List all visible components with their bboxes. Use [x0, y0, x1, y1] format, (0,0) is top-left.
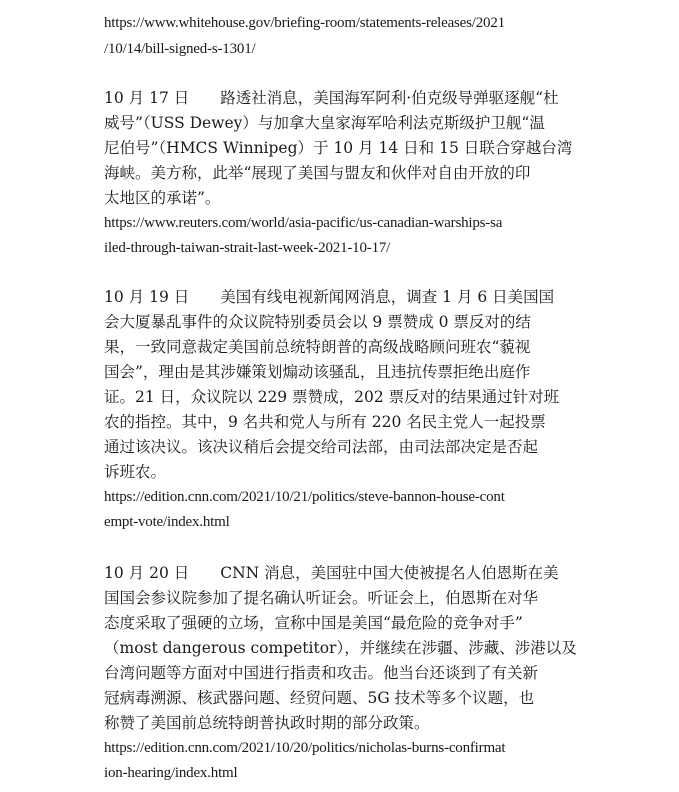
entry-oct19-text: 通过该决议。该决议稍后会提交给司法部，由司法部决定是否起 — [104, 438, 539, 456]
entry-oct17-text: 威号”（USS Dewey）与加拿大皇家海军哈利法克斯级护卫舰“温 — [104, 114, 545, 132]
entry-oct19-text: 国会”，理由是其涉嫌策划煽动该骚乱，且违抗传票拒绝出庭作 — [104, 363, 531, 381]
entry-oct20-text: 国国会参议院参加了提名确认听证会。听证会上，伯恩斯在对华 — [104, 589, 539, 607]
source-url[interactable]: iled-through-taiwan-strait-last-week-2021-10-17/ — [104, 240, 391, 256]
entry-oct19-text: 10 月 19 日 美国有线电视新闻网消息，调查 1 月 6 日美国国 — [104, 288, 555, 306]
source-url[interactable]: https://edition.cnn.com/2021/10/20/politics/nicholas-burns-confirmat — [104, 740, 506, 756]
entry-oct19-text: 会大厦暴乱事件的众议院特别委员会以 9 票赞成 0 票反对的结 — [104, 313, 531, 331]
entry-oct20-text: 冠病毒溯源、核武器问题、经贸问题、5G 技术等多个议题，也 — [104, 689, 535, 707]
entry-oct20-text: 称赞了美国前总统特朗普执政时期的部分政策。 — [104, 714, 430, 732]
entry-oct19-text: 证。21 日，众议院以 229 票赞成，202 票反对的结果通过针对班 — [104, 388, 560, 406]
source-url[interactable]: /10/14/bill-signed-s-1301/ — [104, 41, 256, 57]
source-url[interactable]: empt-vote/index.html — [104, 514, 230, 530]
entry-oct17-text: 10 月 17 日 路透社消息，美国海军阿利·伯克级导弹驱逐舰“杜 — [104, 89, 559, 107]
entry-oct20-text: 10 月 20 日 CNN 消息，美国驻中国大使被提名人伯恩斯在美 — [104, 564, 559, 582]
entry-oct19-text: 诉班农。 — [104, 463, 167, 481]
source-url[interactable]: ion-hearing/index.html — [104, 765, 238, 781]
source-url[interactable]: https://edition.cnn.com/2021/10/21/politics/steve-bannon-house-cont — [104, 489, 505, 505]
entry-oct17-text: 尼伯号”（HMCS Winnipeg）于 10 月 14 日和 15 日联合穿越台湾 — [104, 139, 573, 157]
entry-oct20-text: 态度采取了强硬的立场，宣称中国是美国“最危险的竞争对手” — [104, 614, 523, 632]
entry-oct19-text: 农的指控。其中，9 名共和党人与所有 220 名民主党人一起投票 — [104, 413, 546, 431]
entry-oct20-text: （most dangerous competitor），并继续在涉疆、涉藏、涉港以及 — [104, 639, 577, 657]
entry-oct17-text: 海峡。美方称，此举“展现了美国与盟友和伙伴对自由开放的印 — [104, 164, 531, 182]
entry-oct20-text: 台湾问题等方面对中国进行指责和攻击。他当台还谈到了有关新 — [104, 664, 539, 682]
entry-oct17-text: 太地区的承诺”。 — [104, 189, 221, 207]
source-url[interactable]: https://www.whitehouse.gov/briefing-room/statements-releases/2021 — [104, 15, 505, 31]
entry-oct19-text: 果，一致同意裁定美国前总统特朗普的高级战略顾问班农“藐视 — [104, 338, 531, 356]
source-url[interactable]: https://www.reuters.com/world/asia-pacific/us-canadian-warships-sa — [104, 215, 503, 231]
